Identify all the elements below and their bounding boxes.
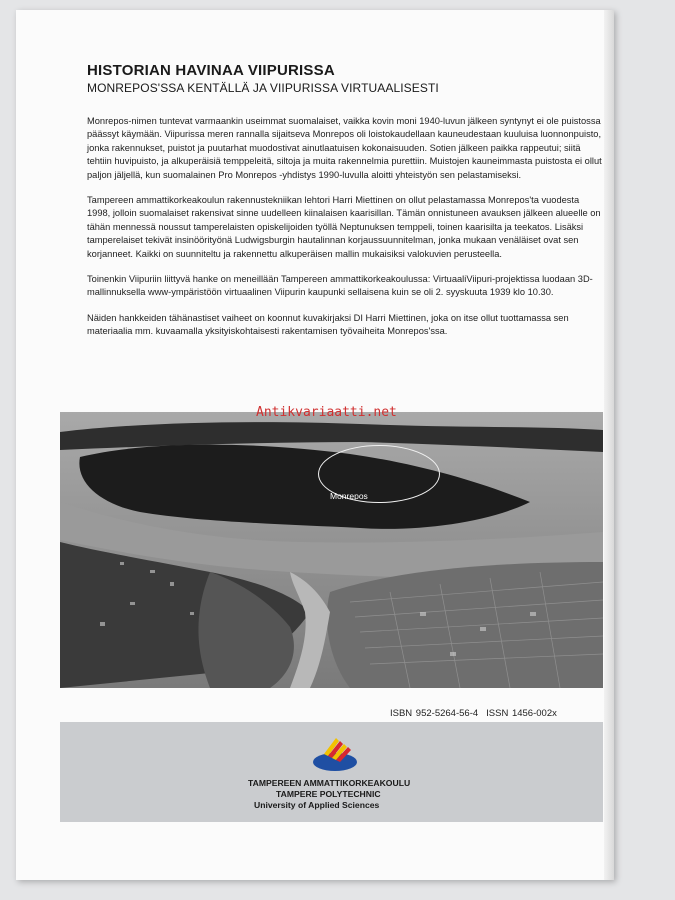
isbn: ISBN 952-5264-56-4 bbox=[390, 708, 479, 719]
blurb-paragraph: Monrepos-nimen tuntevat varmaankin useimmat suomalaiset, vaikka kovin moni 1940-luvun jälkeen syntynyt ei ole puistossa päässyt käymään. Viipurissa meren rannalla sijaitseva Monrepos oli loistokaudellaan kauneudestaan kuuluisa luonnonpuisto, jonka rakennukset, puistot ja puutarhat muodostivat ainutlaatuisen kokonaisuuden. Sotien jälkeen paikka rappeutui; siitä tehtiin huvipuisto, ja alkuperäisiä temppeleitä, siltoja ja muita rakennelmia purettiin. Muistojen kauneimmasta puistosta ei ollut paljon jäljellä, kun suomalainen Pro Monrepos -yhdistys 1990-luvulla aloitti yhteistyön sen pelastamiseksi. bbox=[87, 116, 602, 180]
isbn-line bbox=[390, 708, 557, 719]
cover-edge bbox=[604, 10, 614, 880]
cover-title: HISTORIAN HAVINAA VIIPURISSA bbox=[87, 62, 335, 79]
institution-tagline: University of Applied Sciences bbox=[254, 800, 380, 810]
issn: ISSN 1456-002x bbox=[486, 708, 557, 719]
aerial-photo-image bbox=[60, 412, 603, 688]
blurb-paragraph: Näiden hankkeiden tähänastiset vaiheet on koonnut kuvakirjaksi DI Harri Miettinen, joka on itse ollut tuottamassa sen materiaalia mm. kuvaamalla yksityiskohtaisesti rakentamisen työvaiheita Monrepos'ssa. bbox=[87, 312, 569, 337]
aerial-photo bbox=[60, 412, 603, 688]
publisher-band bbox=[60, 722, 603, 822]
photo-label: Monrepos bbox=[330, 491, 368, 501]
blurb-paragraph: Toinenkin Viipuriin liittyvä hanke on meneillään Tampereen ammattikorkeakoulussa: VirtuaaliViipuri-projektissa luodaan 3D-mallinnuksella www-ympäristöön virtuaalinen Viipurin kaupunki sellaisena kuin se oli 2. syyskuuta 1939 klo 10.30. bbox=[87, 274, 593, 298]
watermark: Antikvariaatti.net bbox=[256, 405, 397, 420]
institution-name-fi: TAMPEREEN AMMATTIKORKEAKOULU bbox=[248, 778, 411, 788]
publisher-logo-icon bbox=[312, 732, 358, 772]
institution-name-en: TAMPERE POLYTECHNIC bbox=[276, 789, 381, 799]
blurb-paragraph: Tampereen ammattikorkeakoulun rakennustekniikan lehtori Harri Miettinen on ollut pelastamassa Monrepos'ta vuodesta 1998, jolloin suomalaiset rakensivat sinne uudelleen kiinalaisen kaarisillan. Tämän onnistuneen avauksen jälkeen alueelle on tähän mennessä noussut tamperelaisten opiskelijoiden työllä Neptunuksen temppeli, toinen kaarisilta ja teekatos. Lisäksi tamperelaiset tekivät insinöörityönä Ludwigsburgin hautalinnan korjaussuunnitelman, jonka mukaan venäläiset ovat sen korjanneet. Kaikki on suunniteltu ja rakennettu alkuperäisen mallin mukaisiksi valokuvien perusteella. bbox=[87, 195, 601, 259]
blurb-text bbox=[87, 115, 602, 351]
cover-subtitle: MONREPOS'SSA KENTÄLLÄ JA VIIPURISSA VIRTUAALISESTI bbox=[87, 81, 439, 95]
book-back-cover bbox=[16, 10, 614, 880]
